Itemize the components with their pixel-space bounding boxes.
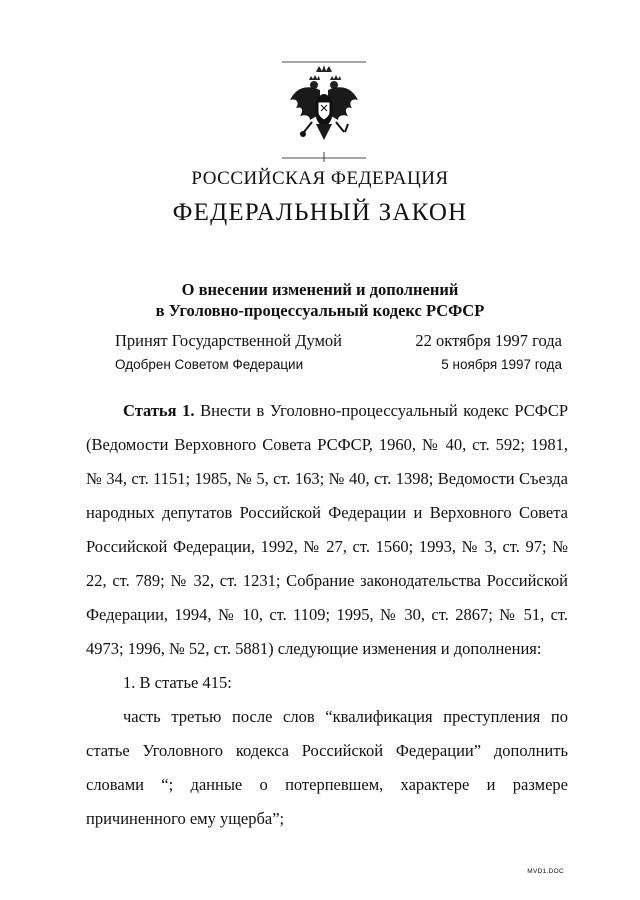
law-title-line-1: О внесении изменений и дополнений bbox=[181, 280, 459, 299]
point-1: 1. В статье 415: bbox=[123, 673, 232, 692]
amendment-text: часть третью после слов “квалификация преступления по статье Уголовного кодекса Российской Федерации” дополнить словами “; данные о потерпевшем, характере и размере причиненного ему ущерба”; bbox=[86, 707, 568, 828]
adopting-body: Принят Государственной Думой bbox=[115, 331, 343, 350]
article-label: Статья 1. bbox=[123, 401, 195, 420]
country-name: РОССИЙСКАЯ ФЕДЕРАЦИЯ bbox=[191, 168, 449, 189]
adoption-row-federation-council bbox=[115, 357, 562, 372]
law-type-heading: ФЕДЕРАЛЬНЫЙ ЗАКОН bbox=[172, 199, 468, 226]
adopting-body: Одобрен Советом Федерации bbox=[115, 357, 304, 372]
article-text: Внести в Уголовно-процессуальный кодекс РСФСР (Ведомости Верховного Совета РСФСР, 1960, № 40, ст. 592; 1981, № 34, ст. 1151; 1985, № 5, ст. 163; № 40, ст. 1398; Ведомости Съезда народных депутатов Российской Федерации и Верховного Совета Российской Федерации, 1992, № 27, ст. 1560; 1993, № 3, ст. 97; № 22, ст. 789; № 32, ст. 1231; Собрание законодательства Российской Федерации, 1994, № 10, ст. 1109; 1995, № 30, ст. 2867; № 51, ст. 4973; 1996, № 52, ст. 5881) следующие изменения и дополнения: bbox=[86, 401, 569, 658]
article-1-paragraph bbox=[86, 394, 568, 666]
article-body bbox=[86, 394, 568, 836]
adoption-date: 22 октября 1997 года bbox=[415, 331, 562, 350]
law-title-line-2: в Уголовно-процессуальный кодекс РСФСР bbox=[155, 301, 485, 320]
coat-of-arms-icon bbox=[276, 58, 372, 162]
file-code: MVD1.DOC bbox=[527, 868, 564, 875]
law-title bbox=[0, 279, 640, 321]
adoption-row-duma bbox=[115, 331, 562, 351]
adoption-date: 5 ноября 1997 года bbox=[441, 357, 562, 372]
